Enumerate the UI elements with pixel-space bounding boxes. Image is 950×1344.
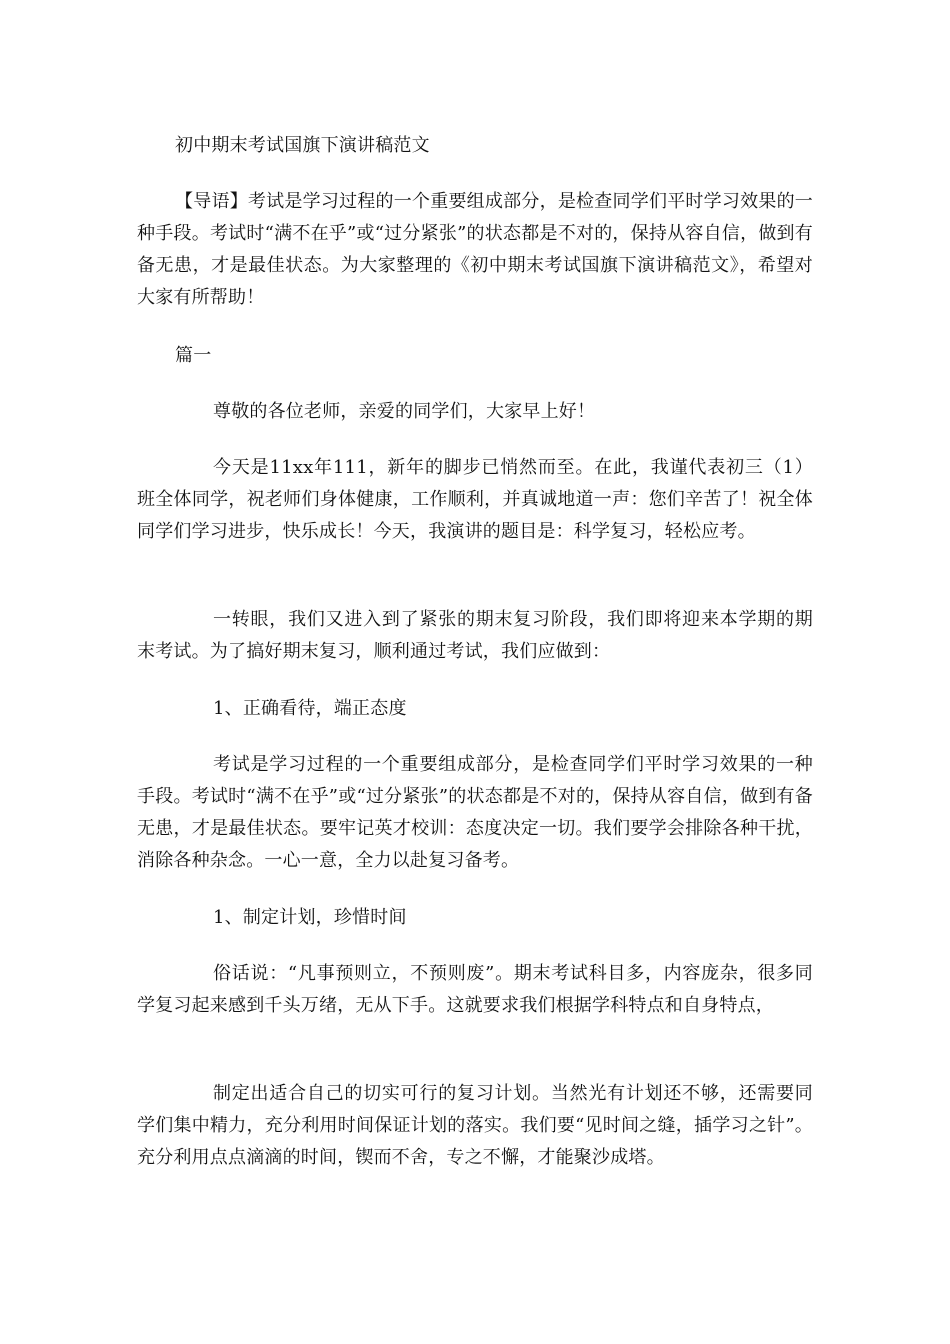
body-paragraph-5: 制定出适合自己的切实可行的复习计划。当然光有计划还不够，还需要同学们集中精力，充分利用时间保证计划的落实。我们要“见时间之缝，插学习之针”。充分利用点点滴滴的时间，锲而不舍，专之不懈，才能聚沙成塔。 — [137, 1083, 813, 1168]
greeting-paragraph: 尊敬的各位老师，亲爱的同学们，大家早上好！ — [213, 401, 596, 422]
subheading-2: 1、制定计划，珍惜时间 — [213, 907, 407, 928]
document-title: 初中期末考试国旗下演讲稿范文 — [175, 135, 430, 156]
section-heading: 篇一 — [175, 345, 212, 366]
body-paragraph-3: 考试是学习过程的一个重要组成部分，是检查同学们平时学习效果的一种手段。考试时“满不在乎”或“过分紧张”的状态都是不对的，保持从容自信，做到有备无患，才是最佳状态。要牢记英才校训：态度决定一切。我们要学会排除各种干扰，消除各种杂念。一心一意，全力以赴复习备考。 — [137, 754, 813, 871]
body-paragraph-4: 俗话说：“凡事预则立，不预则废”。期末考试科目多，内容庞杂，很多同学复习起来感到千头万绪，无从下手。这就要求我们根据学科特点和自身特点， — [137, 963, 813, 1016]
intro-paragraph: 【导语】考试是学习过程的一个重要组成部分，是检查同学们平时学习效果的一种手段。考试时“满不在乎”或“过分紧张”的状态都是不对的，保持从容自信，做到有备无患，才是最佳状态。为大家整理的《初中期末考试国旗下演讲稿范文》，希望对大家有所帮助！ — [137, 191, 813, 308]
body-paragraph-1: 今天是11xx年111，新年的脚步已悄然而至。在此，我谨代表初三（1）班全体同学，祝老师们身体健康，工作顺利，并真诚地道一声：您们辛苦了！祝全体同学们学习进步，快乐成长！今天，我演讲的题目是：科学复习，轻松应考。 — [137, 457, 813, 542]
body-paragraph-2: 一转眼，我们又进入到了紧张的期末复习阶段，我们即将迎来本学期的期末考试。为了搞好期末复习，顺利通过考试，我们应做到： — [137, 609, 813, 662]
subheading-1: 1、正确看待，端正态度 — [213, 698, 407, 719]
